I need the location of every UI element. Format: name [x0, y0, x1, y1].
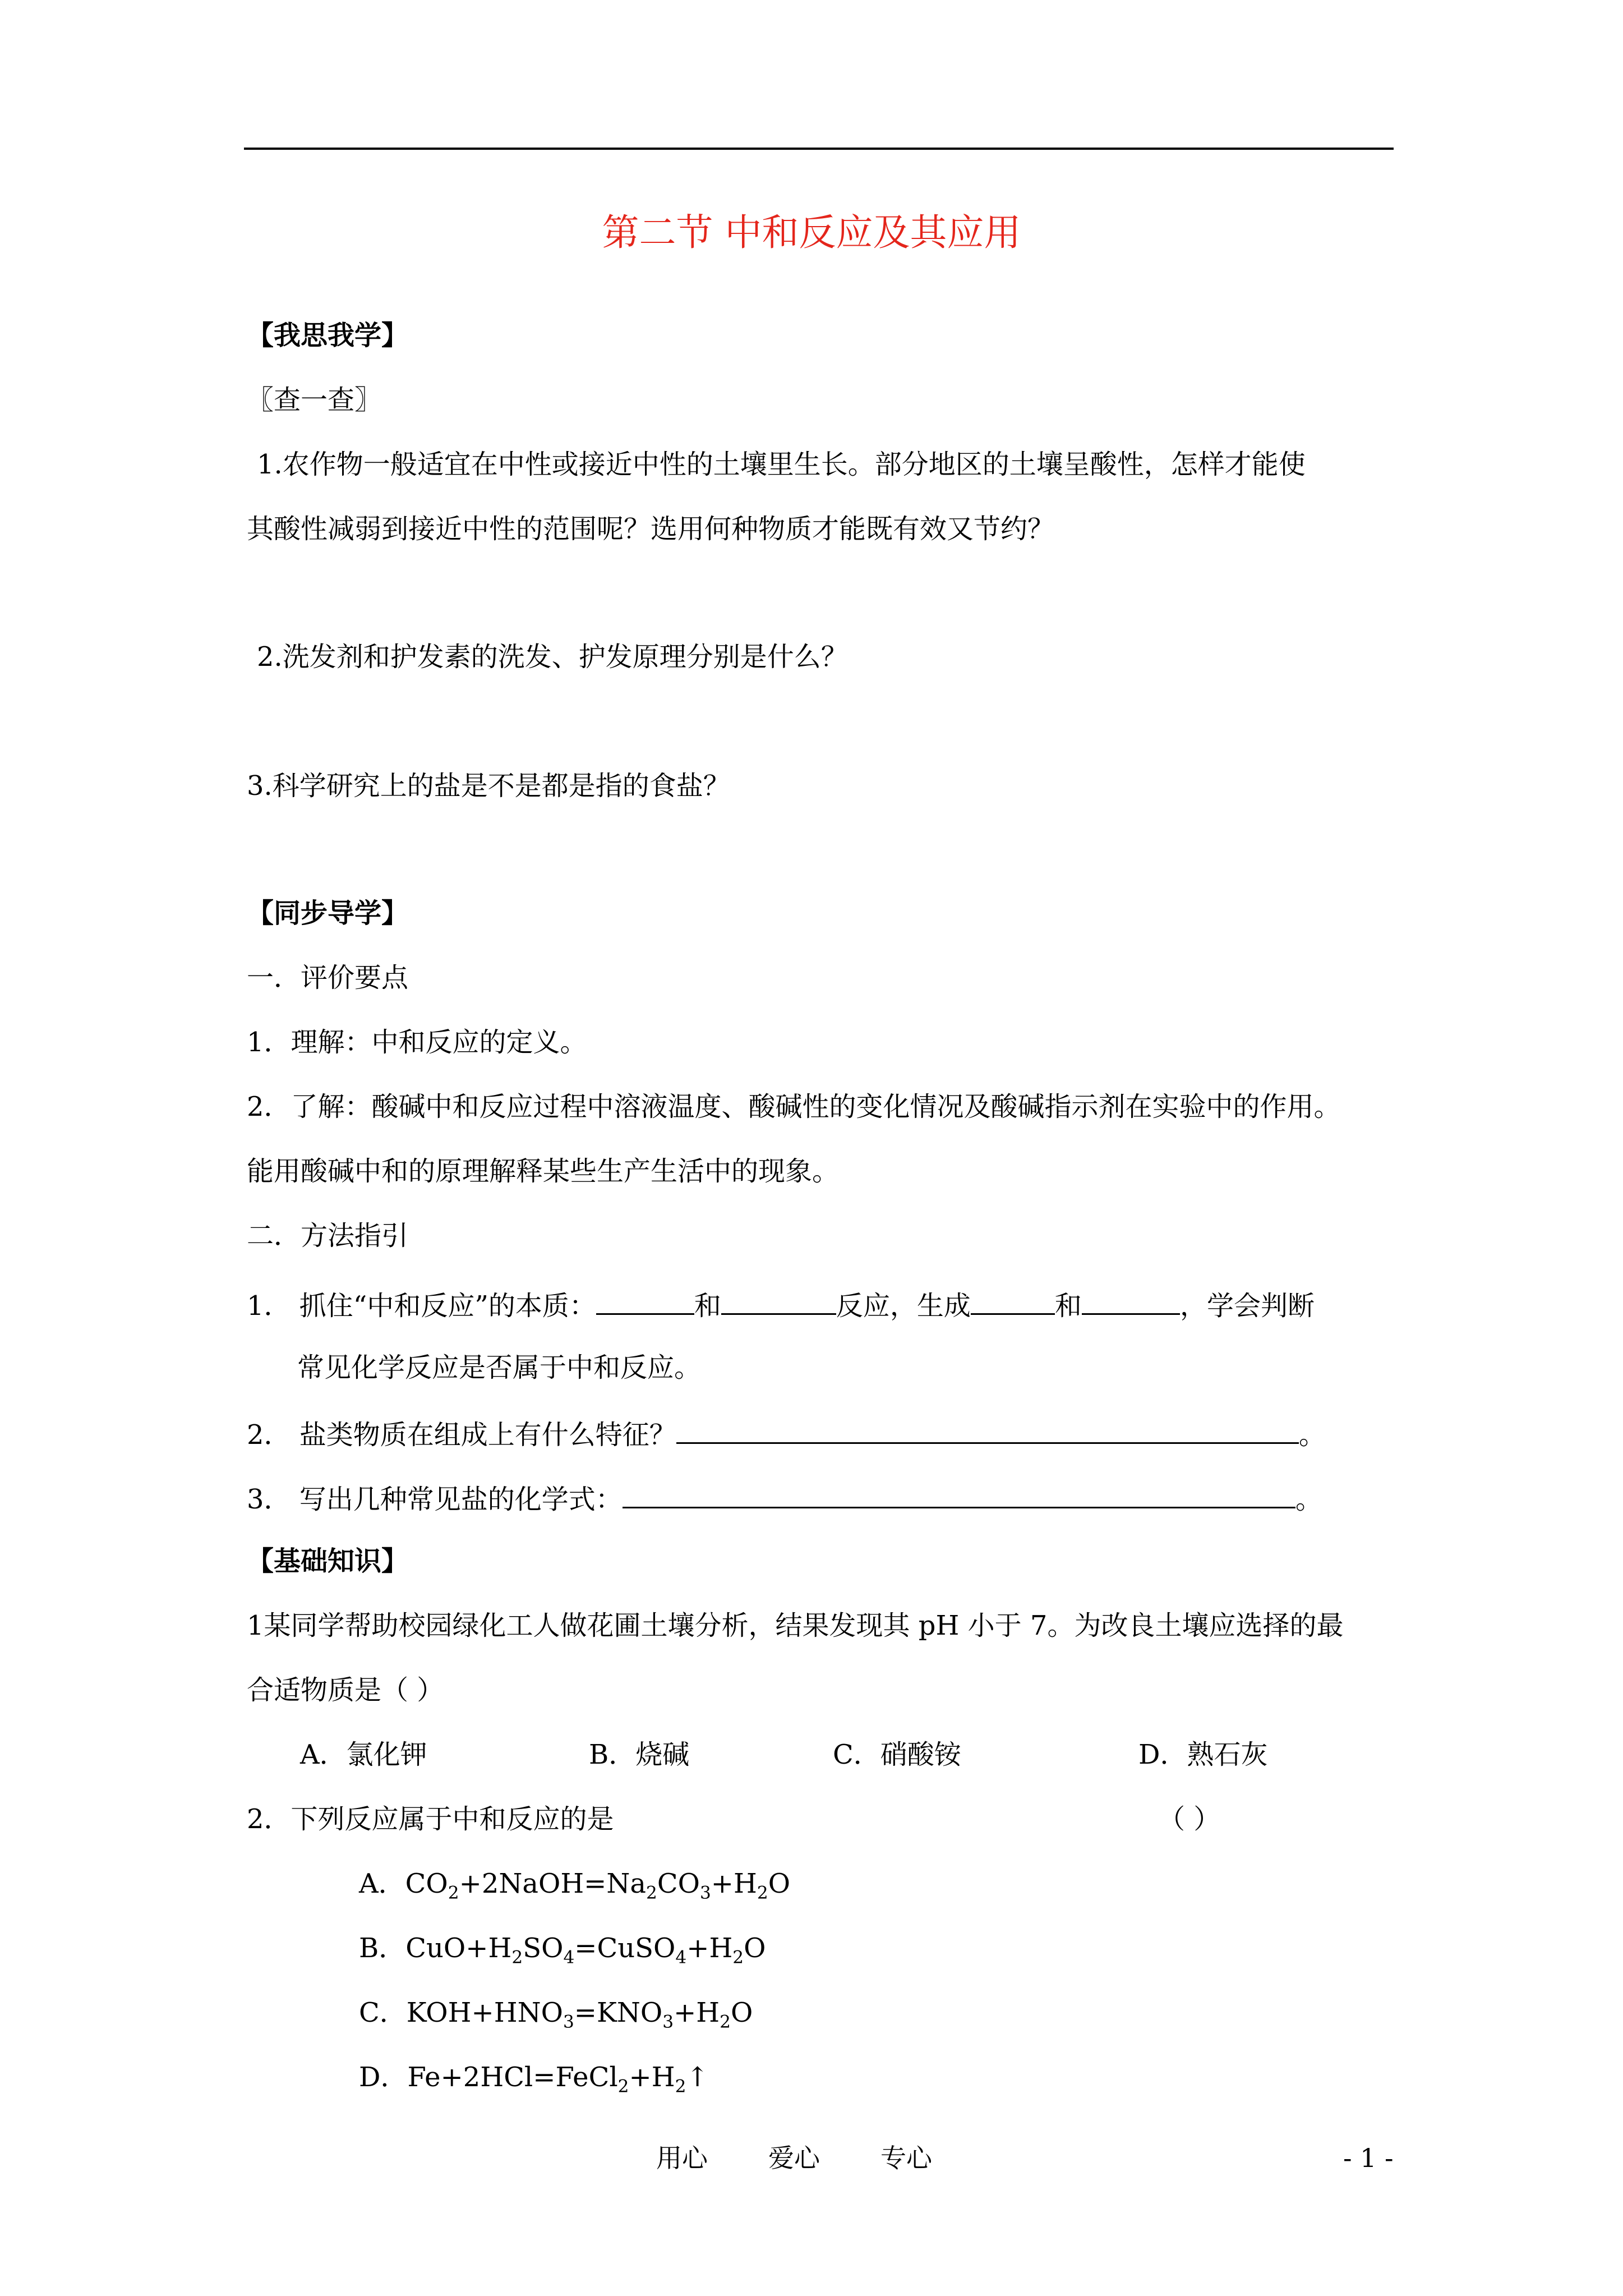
formula-part: +H — [629, 2062, 675, 2093]
method-1-and: 和 — [694, 1290, 721, 1322]
option-b[interactable]: B．烧碱 — [589, 1739, 690, 1770]
subscript: 2 — [757, 1883, 768, 1903]
subscript: 2 — [646, 1883, 657, 1903]
formula-part: O — [768, 1868, 791, 1899]
method-item-3 — [247, 1481, 1322, 1516]
subscript: 2 — [720, 2012, 731, 2032]
fill-blank[interactable] — [1082, 1287, 1180, 1315]
section-heading-basic: 【基础知识】 — [247, 1545, 409, 1577]
method-1-tail: ，学会判断 — [1179, 1290, 1315, 1322]
fill-blank[interactable] — [721, 1287, 836, 1315]
option-label: A． — [359, 1868, 405, 1899]
option-label: D． — [359, 2062, 408, 2093]
method-heading: 二．方法指引 — [247, 1220, 409, 1251]
formula-part: CO — [657, 1868, 700, 1899]
subscript: 2 — [448, 1883, 459, 1903]
header-rule — [244, 148, 1394, 150]
subscript: 3 — [699, 1883, 711, 1903]
option-a[interactable]: A．氯化钾 — [300, 1739, 427, 1770]
subscript: 2 — [511, 1947, 523, 1968]
reaction-option-c[interactable] — [359, 1997, 753, 2030]
answer-blank[interactable] — [676, 1416, 1299, 1444]
up-arrow-icon: ↑ — [686, 2062, 709, 2093]
footer-text-b: 爱心 — [768, 2143, 820, 2173]
formula-part: +2NaOH=Na — [459, 1868, 647, 1899]
footer-text-a: 用心 — [656, 2143, 708, 2173]
evaluation-item-1: 1．理解：中和反应的定义。 — [247, 1027, 587, 1058]
formula-part: O — [731, 1997, 753, 2028]
method-3-text: 3． 写出几种常见盐的化学式： — [247, 1484, 623, 1515]
question-1-line-1: 1.农作物一般适宜在中性或接近中性的土壤里生长。部分地区的土壤呈酸性，怎样才能使 — [257, 449, 1306, 480]
reaction-option-d[interactable] — [359, 2062, 709, 2097]
option-c[interactable]: C．硝酸铵 — [833, 1739, 961, 1770]
basic-question-1-line-1: 1某同学帮助校园绿化工人做花圃土壤分析，结果发现其 pH 小于 7。为改良土壤应选择的最 — [247, 1610, 1344, 1641]
formula-part: =CuSO — [574, 1932, 676, 1964]
reaction-option-b[interactable] — [359, 1932, 766, 1968]
option-d[interactable]: D．熟石灰 — [1138, 1739, 1268, 1770]
formula-part: =KNO — [574, 1997, 663, 2028]
formula-part: Fe+2HCl=FeCl — [407, 2062, 618, 2093]
option-label: C． — [359, 1997, 407, 2028]
page-number: - 1 - — [1343, 2143, 1394, 2173]
method-1-and: 和 — [1054, 1290, 1082, 1322]
formula-part: CuO+H — [405, 1932, 512, 1964]
method-1-prefix: 1． 抓住“中和反应”的本质： — [247, 1290, 596, 1322]
period: 。 — [1298, 1419, 1326, 1451]
formula-part: KOH+HNO — [406, 1997, 563, 2028]
fill-blank[interactable] — [971, 1287, 1055, 1315]
fill-blank[interactable] — [596, 1287, 694, 1315]
method-1-react: 反应，生成 — [836, 1290, 971, 1322]
formula-part: O — [744, 1932, 766, 1964]
formula-part: SO — [523, 1932, 564, 1964]
answer-blank[interactable] — [623, 1481, 1295, 1508]
basic-question-1-line-2: 合适物质是（ ） — [247, 1674, 444, 1706]
formula-part: +H — [711, 1868, 757, 1899]
section-heading-sync: 【同步导学】 — [247, 898, 409, 929]
subscript: 4 — [675, 1947, 687, 1968]
basic-question-2-stem: 2．下列反应属于中和反应的是 — [247, 1803, 614, 1835]
evaluation-heading: 一．评价要点 — [247, 962, 409, 993]
subscript: 2 — [732, 1947, 744, 1968]
answer-parentheses: （ ） — [1158, 1803, 1221, 1835]
period: 。 — [1295, 1484, 1322, 1515]
subheading-check: 〖查一查〗 — [247, 384, 382, 416]
question-3: 3.科学研究上的盐是不是都是指的食盐？ — [247, 770, 730, 802]
formula-part: +H — [674, 1997, 720, 2028]
subscript: 4 — [563, 1947, 575, 1968]
question-1-line-2: 其酸性减弱到接近中性的范围呢？选用何种物质才能既有效又节约？ — [247, 513, 1055, 545]
evaluation-item-2-line-1: 2．了解：酸碱中和反应过程中溶液温度、酸碱性的变化情况及酸碱指示剂在实验中的作用。 — [247, 1091, 1341, 1122]
option-label: B． — [359, 1932, 406, 1964]
subscript: 3 — [562, 2012, 574, 2032]
method-2-text: 2． 盐类物质在组成上有什么特征？ — [247, 1419, 676, 1451]
evaluation-item-2-line-2: 能用酸碱中和的原理解释某些生产生活中的现象。 — [247, 1156, 840, 1187]
section-heading-think: 【我思我学】 — [247, 320, 409, 351]
footer-text-c: 专心 — [880, 2143, 932, 2173]
subscript: 3 — [662, 2012, 674, 2032]
page-title: 第二节 中和反应及其应用 — [602, 211, 1021, 254]
reaction-option-a[interactable] — [359, 1868, 790, 1901]
formula-part: CO — [405, 1868, 448, 1899]
method-item-1-line-1 — [247, 1287, 1315, 1323]
subscript: 2 — [617, 2076, 629, 2097]
formula-part: +H — [686, 1932, 733, 1964]
question-2: 2.洗发剂和护发素的洗发、护发原理分别是什么？ — [257, 641, 848, 673]
method-item-1-line-2: 常见化学反应是否属于中和反应。 — [297, 1352, 702, 1383]
method-item-2 — [247, 1416, 1326, 1452]
subscript: 2 — [675, 2076, 686, 2097]
